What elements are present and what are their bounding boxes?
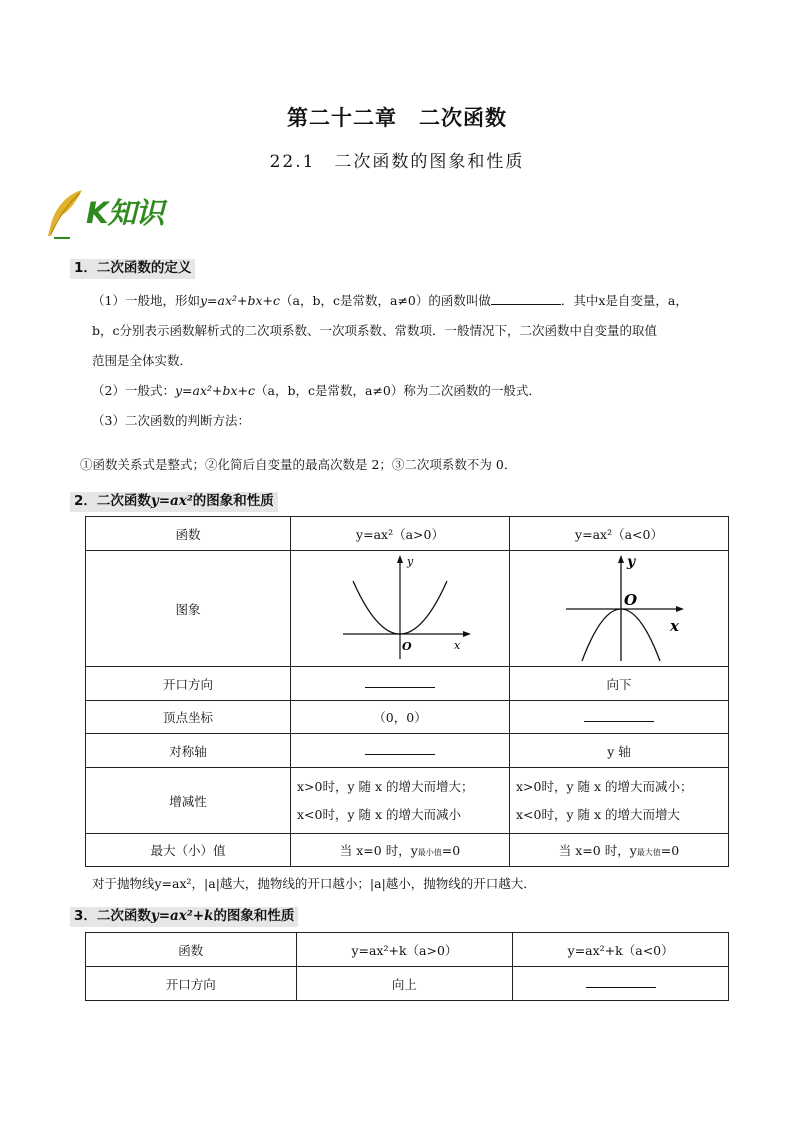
- section-title: 22.1 二次函数的图象和性质: [269, 152, 525, 172]
- graph-cell-negative: [510, 551, 729, 667]
- row-label: 顶点坐标: [86, 701, 291, 734]
- table-row: [86, 933, 729, 967]
- value-cell: x>0时，y 随 x 的增大而增大； x<0时，y 随 x 的增大而减小: [291, 768, 510, 834]
- logo-text: K知识: [86, 196, 164, 230]
- feather-icon: [42, 188, 88, 240]
- section-1-heading: 1．二次函数的定义: [70, 259, 195, 279]
- table-row: [86, 834, 729, 867]
- value-cell: 向上: [296, 967, 513, 1001]
- answer-cell: [291, 667, 510, 701]
- definition-paragraph: [92, 286, 728, 436]
- fill-blank-1[interactable]: [491, 293, 561, 305]
- table-row: [86, 701, 729, 734]
- row-label: 对称轴: [86, 734, 291, 768]
- answer-cell: [513, 967, 729, 1001]
- quadratic-k-table: [85, 932, 729, 1001]
- graph-cell-positive: [291, 551, 510, 667]
- opening-size-note: 对于抛物线y=ax²，|a|越大，抛物线的开口越小；|a|越小，抛物线的开口越大．: [92, 876, 536, 891]
- y-axis-label: y: [407, 555, 414, 568]
- table-row: [86, 551, 729, 667]
- header-cell: y=ax²（a<0）: [510, 517, 729, 551]
- section-2-heading: 2．二次函数y=ax²的图象和性质: [70, 492, 278, 512]
- row-label: 开口方向: [86, 667, 291, 701]
- origin-label: O: [402, 640, 412, 653]
- origin-label: O: [624, 591, 638, 609]
- value-cell: 向下: [510, 667, 729, 701]
- header-cell: y=ax²（a>0）: [291, 517, 510, 551]
- definition-line-3: 范围是全体实数．: [92, 353, 193, 368]
- parabola-down-graph: [514, 551, 724, 663]
- row-label: 开口方向: [86, 967, 297, 1001]
- knowledge-logo: [42, 188, 192, 240]
- value-cell: 当 x=0 时，y最大值=0: [510, 834, 729, 867]
- answer-cell: [510, 701, 729, 734]
- x-axis-label: x: [670, 617, 679, 635]
- table-row: [86, 667, 729, 701]
- table-row: [86, 517, 729, 551]
- general-form-line: （2）一般式：y=ax²+bx+c（a，b，c是常数，a≠0）称为二次函数的一般式．: [92, 383, 541, 398]
- judgement-method-line: （3）二次函数的判断方法：: [92, 413, 250, 428]
- row-label: 最大（小）值: [86, 834, 291, 867]
- fill-blank-opening-k[interactable]: [586, 976, 656, 988]
- value-cell: 当 x=0 时，y最小值=0: [291, 834, 510, 867]
- quadratic-properties-table: [85, 516, 729, 867]
- judgement-criteria: ①函数关系式是整式；②化简后自变量的最高次数是 2；③二次项系数不为 0．: [80, 457, 517, 472]
- row-label: 图象: [86, 551, 291, 667]
- value-cell: （0，0）: [291, 701, 510, 734]
- x-axis-label: x: [454, 639, 461, 652]
- fill-blank-vertex[interactable]: [584, 710, 654, 722]
- section-3-heading: 3．二次函数y=ax²+k的图象和性质: [70, 907, 298, 927]
- row-label: 增减性: [86, 768, 291, 834]
- header-cell: 函数: [86, 517, 291, 551]
- value-cell: x>0时，y 随 x 的增大而减小； x<0时，y 随 x 的增大而增大: [510, 768, 729, 834]
- definition-line-1: （1）一般地，形如y=ax²+bx+c（a，b，c是常数，a≠0）的函数叫做 ．其中x是自变量，a，: [92, 293, 688, 308]
- fill-blank-axis[interactable]: [365, 743, 435, 755]
- table-row: [86, 768, 729, 834]
- y-axis-label: y: [627, 554, 636, 570]
- chapter-title: 第二十二章 二次函数: [287, 106, 507, 130]
- general-formula: y=ax²+bx+c: [199, 293, 281, 308]
- parabola-up-graph: [295, 551, 505, 663]
- table-row: [86, 734, 729, 768]
- header-cell: 函数: [86, 933, 297, 967]
- table-row: [86, 967, 729, 1001]
- value-cell: y 轴: [510, 734, 729, 768]
- answer-cell: [291, 734, 510, 768]
- definition-line-2: b，c分别表示函数解析式的二次项系数、一次项系数、常数项．一般情况下，二次函数中自变量的取值: [92, 323, 658, 338]
- header-cell: y=ax²+k（a>0）: [296, 933, 513, 967]
- header-cell: y=ax²+k（a<0）: [513, 933, 729, 967]
- fill-blank-opening[interactable]: [365, 676, 435, 688]
